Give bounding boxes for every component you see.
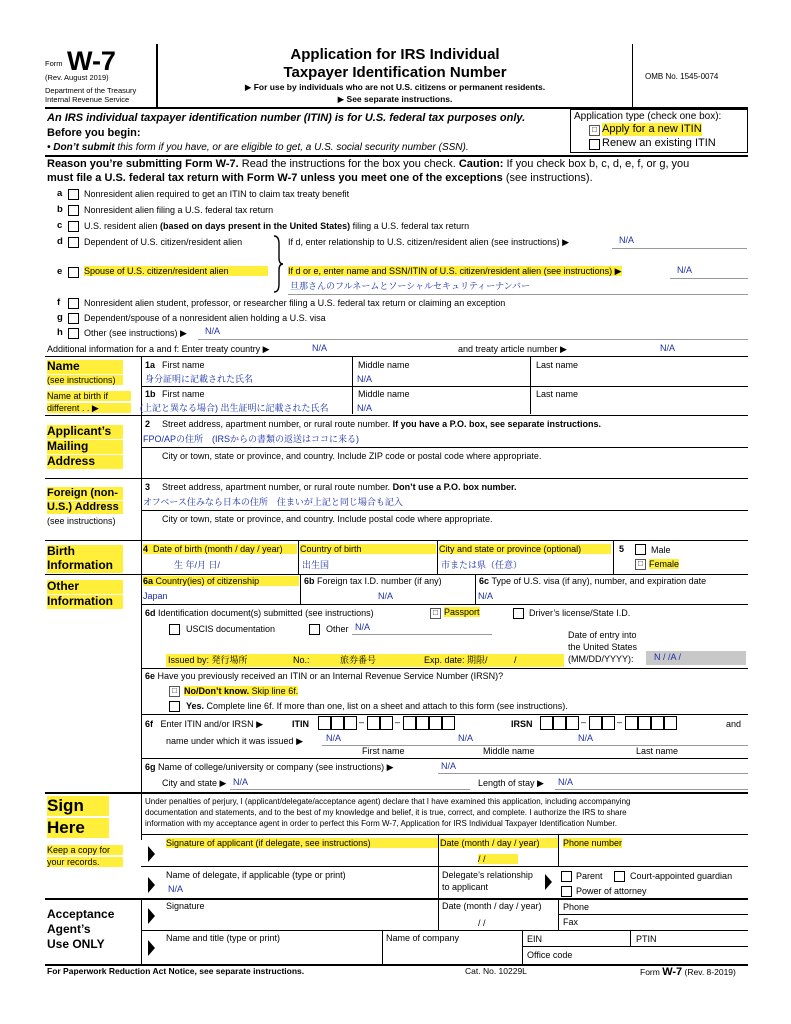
itin-digit-box[interactable]: [331, 716, 344, 730]
line-6d: 6d: [145, 608, 156, 618]
mailing-street-value[interactable]: FPO/APの住所 (IRSからの書類の返送はココに来る): [143, 434, 360, 444]
itin-digit-box[interactable]: [403, 716, 416, 730]
issued-first-value[interactable]: N/A: [326, 733, 342, 743]
agent-label-2: Agent’s: [47, 922, 91, 936]
reason-a-checkbox[interactable]: [68, 189, 79, 200]
middle-name-1a-value[interactable]: N/A: [357, 374, 373, 384]
itin-digit-box[interactable]: [429, 716, 442, 730]
drivers-license-label: Driver’s license/State I.D.: [529, 608, 631, 618]
reason-d-checkbox[interactable]: [68, 237, 79, 248]
line-3-bold: Don’t use a P.O. box number.: [392, 482, 517, 492]
reason-d-right: If d, enter relationship to U.S. citizen/resident alien (see instructions) ▶: [288, 237, 570, 247]
applicant-signature-label: Signature of applicant (if delegate, see instructions): [166, 838, 438, 848]
no-dont-know-checkbox[interactable]: ☐: [169, 686, 180, 697]
form-subtitle-1: ▶ For use by individuals who are not U.S. citizens or permanent residents.: [244, 82, 546, 92]
issued-by-label: Issued by: 発行場所: [168, 655, 248, 665]
line-4: 4: [143, 544, 149, 554]
application-type-label: Application type (check one box):: [574, 111, 722, 122]
entry-date-value[interactable]: N / /A /: [654, 652, 682, 662]
dob-value[interactable]: 生 年/月 日/: [174, 560, 221, 570]
other-doc-label: Other: [326, 624, 349, 634]
middle-name-1b-value[interactable]: N/A: [357, 403, 373, 413]
exp-date-slash: /: [514, 655, 517, 665]
reason-e-label: Spouse of U.S. citizen/resident alien: [84, 266, 268, 276]
caution-label: Caution:: [458, 158, 504, 170]
line-2-bold: If you have a P.O. box, see separate instructions.: [392, 419, 602, 429]
dob-label: Date of birth (month / day / year): [153, 544, 283, 554]
keep-copy-2: your records.: [47, 857, 123, 867]
yes-prev-rest: Complete line 6f. If more than one, list on a sheet and attach to this form (see instructions).: [204, 701, 568, 711]
poa-label: Power of attorney: [576, 886, 647, 896]
college-city-label: City and state ▶: [162, 778, 227, 788]
irsn-digit-box[interactable]: [553, 716, 566, 730]
footer-form-word: Form: [640, 967, 663, 977]
itin-digit-box[interactable]: [442, 716, 455, 730]
doc-number-value[interactable]: 旅券番号: [340, 655, 377, 665]
issued-middle-value[interactable]: N/A: [458, 733, 474, 743]
letter-a: a: [57, 188, 63, 199]
reason-c-pre: U.S. resident alien: [84, 221, 161, 231]
must-file-rest: (see instructions).: [502, 172, 593, 184]
foreign-tax-value[interactable]: N/A: [378, 591, 394, 601]
prev-itin-label: Have you previously received an ITIN or an Internal Revenue Service Number (IRSN)?: [157, 671, 504, 681]
name-at-birth-label: Name at birth if: [47, 391, 131, 401]
passport-checkbox[interactable]: ☐: [430, 608, 441, 619]
catalog-number: Cat. No. 10229L: [465, 966, 527, 976]
brace-icon: [270, 234, 284, 294]
line-2-text: Street address, apartment number, or rural route number.: [162, 419, 393, 429]
other-doc-checkbox[interactable]: [309, 624, 320, 635]
dept-treasury: Department of the Treasury: [45, 86, 137, 95]
irsn-digit-box[interactable]: [602, 716, 615, 730]
other-doc-value[interactable]: N/A: [355, 622, 371, 632]
female-label: Female: [649, 559, 680, 569]
irsn-digit-box[interactable]: [625, 716, 638, 730]
line-1a: 1a: [145, 360, 156, 370]
sign-date-value[interactable]: / /: [478, 854, 518, 864]
line-3-text: Street address, apartment number, or rural route number.: [162, 482, 393, 492]
yes-prev-checkbox[interactable]: [169, 701, 180, 712]
irsn-digit-box[interactable]: [566, 716, 579, 730]
foreign-city-label: City or town, state or province, and country. Include postal code where appropriate.: [162, 514, 493, 524]
irsn-digit-box[interactable]: [589, 716, 602, 730]
line-6a: 6a: [143, 576, 154, 586]
reason-e-value[interactable]: N/A: [677, 265, 693, 275]
letter-g: g: [57, 312, 63, 323]
penalty-line-3: information with my acceptance agent in order to perfect this Form W-7, Application for IRS Individual Taxpayer Identification Number.: [145, 819, 617, 828]
sign-here-arrow-icon: [148, 846, 155, 862]
mailing-city-label: City or town, state or province, and country. Include ZIP code or postal code where appropriate.: [162, 451, 542, 461]
ein-label: EIN: [527, 934, 543, 944]
line-6g: 6g: [145, 762, 156, 772]
digit-separator: –: [359, 717, 365, 727]
sign-label: Sign: [47, 796, 109, 816]
poa-checkbox[interactable]: [561, 886, 572, 897]
apply-new-label: Apply for a new ITIN: [602, 123, 702, 135]
agent-company-label: Name of company: [386, 933, 460, 943]
doc-number-label: No.:: [293, 655, 310, 665]
reason-e-right: If d or e, enter name and SSN/ITIN of U.S. citizen/resident alien (see instructions) ▶: [288, 266, 622, 276]
footer-form-number: W-7: [662, 966, 683, 978]
no-dont-know-label: No/Don’t know.: [184, 686, 250, 696]
dont-submit-bold: • Don’t submit: [47, 142, 115, 153]
city-of-birth-value[interactable]: 市または県（任意）: [441, 560, 523, 570]
delegate-rel-label-1: Delegate’s relationship: [442, 870, 533, 880]
irsn-digit-box[interactable]: [664, 716, 677, 730]
renew-checkbox[interactable]: [589, 139, 600, 150]
reason-b-label: Nonresident alien filing a U.S. federal tax return: [84, 205, 274, 215]
exp-date-label: Exp. date: 期限/: [424, 655, 488, 665]
foreign-tax-label: Foreign tax I.D. number (if any): [317, 576, 442, 586]
middle-name-label-1b: Middle name: [358, 389, 410, 399]
length-of-stay-value[interactable]: N/A: [558, 777, 574, 787]
digit-separator: –: [395, 717, 401, 727]
citizenship-label: Country(ies) of citizenship: [155, 576, 260, 586]
name-under-label: name under which it was issued ▶: [166, 736, 303, 746]
reason-e-japanese[interactable]: 旦那さんのフルネームとソーシャルセキュリティーナンバー: [290, 281, 531, 291]
reason-c-checkbox[interactable]: [68, 221, 79, 232]
female-checkbox[interactable]: ☐: [635, 559, 646, 570]
citizenship-value[interactable]: Japan: [143, 591, 168, 601]
country-of-birth-label: Country of birth: [300, 544, 436, 554]
college-label: Name of college/university or company (see instructions) ▶: [158, 762, 394, 772]
foreign-label-3: (see instructions): [47, 516, 116, 526]
reason-g-label: Dependent/spouse of a nonresident alien holding a U.S. visa: [84, 313, 326, 323]
drivers-license-checkbox[interactable]: [513, 608, 524, 619]
guardian-checkbox[interactable]: [614, 871, 625, 882]
visa-value[interactable]: N/A: [478, 591, 494, 601]
itin-digit-box[interactable]: [416, 716, 429, 730]
dont-submit-rest: this form if you have, or are eligible to get, a U.S. social security number (SSN).: [114, 142, 469, 153]
issued-first-label: First name: [362, 746, 405, 756]
mailing-label-2: Mailing: [47, 440, 123, 454]
male-checkbox[interactable]: [635, 544, 646, 555]
foreign-street-value[interactable]: オフベース住みなら日本の住所 住まいが上記と同じ場合も記入: [143, 497, 403, 507]
itin-digit-box[interactable]: [318, 716, 331, 730]
foreign-label-1: Foreign (non-: [47, 487, 123, 500]
agent-name-arrow-icon: [148, 940, 155, 956]
college-city-value[interactable]: N/A: [233, 777, 249, 787]
yes-prev-label: Yes.: [186, 701, 205, 711]
last-name-label-1a: Last name: [536, 360, 579, 370]
itin-purpose-notice: An IRS individual taxpayer identification number (ITIN) is for U.S. federal tax purposes only.: [47, 112, 526, 124]
skip-6f: Skip line 6f.: [249, 686, 299, 696]
office-code-label: Office code: [527, 950, 573, 960]
letter-b: b: [57, 204, 63, 215]
middle-name-label-1a: Middle name: [358, 360, 410, 370]
agent-phone-label: Phone: [563, 902, 590, 912]
form-word: Form: [45, 59, 63, 68]
reason-c-post: filing a U.S. federal tax return: [350, 221, 470, 231]
agent-date-value[interactable]: / /: [478, 918, 486, 928]
agent-sign-arrow-icon: [148, 908, 155, 924]
reason-d-label: Dependent of U.S. citizen/resident alien: [84, 237, 243, 247]
reason-g-checkbox[interactable]: [68, 313, 79, 324]
line-1b: 1b: [145, 389, 156, 399]
paperwork-notice: For Paperwork Reduction Act Notice, see separate instructions.: [47, 966, 305, 976]
docs-label: Identification document(s) submitted (see instructions): [158, 608, 374, 618]
line-6b: 6b: [304, 576, 315, 586]
college-value[interactable]: N/A: [441, 761, 457, 771]
digit-separator: –: [581, 717, 587, 727]
visa-label: Type of U.S. visa (if any), number, and expiration date: [491, 576, 707, 586]
penalty-line-2: documentation and statements, and to the best of my knowledge and belief, it is true, correct, and complete. I authorize the IRS to share: [145, 808, 627, 817]
mailing-label-3: Address: [47, 455, 123, 469]
sign-date-label: Date (month / day / year): [440, 838, 558, 848]
omb-number: OMB No. 1545-0074: [645, 72, 719, 81]
issued-last-value[interactable]: N/A: [578, 733, 594, 743]
first-name-label-1a: First name: [162, 360, 205, 370]
birth-label-1: Birth: [47, 545, 123, 559]
reason-heading: Reason you’re submitting Form W-7.: [47, 158, 239, 170]
dept-irs: Internal Revenue Service: [45, 95, 130, 104]
here-label: Here: [47, 818, 109, 838]
parent-checkbox[interactable]: [561, 871, 572, 882]
line-3: 3: [145, 482, 151, 492]
issued-middle-label: Middle name: [483, 746, 535, 756]
uscis-checkbox[interactable]: [169, 624, 180, 635]
guardian-label: Court-appointed guardian: [630, 871, 733, 881]
irsn-digit-box[interactable]: [540, 716, 553, 730]
reason-h-checkbox[interactable]: [68, 328, 79, 339]
first-name-1a-value[interactable]: 身分証明に記載された氏名: [145, 374, 254, 384]
delegate-arrow-icon: [148, 877, 155, 893]
irsn-digit-box[interactable]: [638, 716, 651, 730]
phone-number-label: Phone number: [563, 838, 623, 848]
letter-e: e: [57, 266, 63, 277]
reason-d-value[interactable]: N/A: [619, 235, 635, 245]
birth-label-2: Information: [47, 559, 123, 573]
agent-label-3: Use ONLY: [47, 937, 105, 951]
form-title-line1: Application for IRS Individual: [290, 46, 500, 63]
name-see-instructions: (see instructions): [47, 375, 123, 385]
first-name-1b-value[interactable]: (上記と異なる場合) 出生証明に記載された氏名: [140, 403, 329, 413]
additional-info-label: Additional information for a and f: Enter treaty country ▶: [47, 344, 270, 354]
city-of-birth-label: City and state or province (optional): [439, 544, 611, 554]
agent-fax-label: Fax: [563, 917, 579, 927]
entry-date-label-3: (MM/DD/YYYY):: [568, 654, 634, 664]
letter-c: c: [57, 220, 63, 231]
itin-label: ITIN: [292, 719, 309, 729]
form-subtitle-2: ▶ See separate instructions.: [337, 94, 453, 104]
agent-label-1: Acceptance: [47, 907, 115, 921]
line-6c: 6c: [479, 576, 490, 586]
renew-label: Renew an existing ITIN: [602, 137, 716, 149]
treaty-article-label: and treaty article number ▶: [458, 344, 567, 354]
length-of-stay-label: Length of stay ▶: [478, 778, 544, 788]
agent-signature-label: Signature: [166, 901, 205, 911]
delegate-rel-label-2: to applicant: [442, 882, 489, 892]
irsn-label: IRSN: [511, 719, 533, 729]
name-section-label: Name: [47, 360, 123, 374]
ptin-label: PTIN: [636, 934, 657, 944]
reason-read: Read the instructions for the box you check.: [238, 158, 459, 170]
keep-copy-1: Keep a copy for: [47, 845, 123, 855]
itin-digit-box[interactable]: [380, 716, 393, 730]
reason-h-label: Other (see instructions) ▶: [84, 328, 187, 338]
delegate-name-label: Name of delegate, if applicable (type or print): [166, 870, 346, 880]
country-of-birth-value[interactable]: 出生国: [302, 560, 330, 570]
passport-label: Passport: [444, 607, 480, 617]
irsn-digit-box[interactable]: [651, 716, 664, 730]
caution-text: If you check box b, c, d, e, f, or g, you: [503, 158, 690, 170]
reason-a-label: Nonresident alien required to get an ITIN to claim tax treaty benefit: [84, 189, 350, 199]
entry-date-label-1: Date of entry into: [568, 630, 637, 640]
entry-date-label-2: the United States: [568, 642, 638, 652]
mailing-label-1: Applicant’s: [47, 425, 123, 439]
reason-e-checkbox[interactable]: [68, 267, 79, 278]
line-6e: 6e: [145, 671, 156, 681]
first-name-label-1b: First name: [162, 389, 205, 399]
form-title-line2: Taxpayer Identification Number: [283, 64, 507, 81]
foreign-label-2: U.S.) Address: [47, 501, 123, 514]
issued-last-label: Last name: [636, 746, 679, 756]
must-file-text: must file a U.S. federal tax return with Form W-7 unless you meet one of the exceptions: [47, 172, 503, 184]
agent-date-label: Date (month / day / year): [442, 901, 542, 911]
other-info-label-1: Other: [47, 580, 123, 594]
line-5: 5: [619, 544, 625, 554]
reason-b-checkbox[interactable]: [68, 205, 79, 216]
delegate-name-value[interactable]: N/A: [168, 884, 184, 894]
reason-f-label: Nonresident alien student, professor, or researcher filing a U.S. federal tax return or claiming an exception: [84, 298, 506, 308]
other-info-label-2: Information: [47, 595, 123, 609]
form-revision: (Rev. August 2019): [45, 73, 109, 82]
apply-new-checkbox[interactable]: ☐: [589, 125, 600, 136]
itin-digit-box[interactable]: [344, 716, 357, 730]
penalty-line-1: Under penalties of perjury, I (applicant/delegate/acceptance agent) declare that I have examined this application, including accompanying: [145, 797, 631, 806]
letter-d: d: [57, 236, 63, 247]
relationship-arrow-icon: [545, 874, 552, 890]
itin-digit-box[interactable]: [367, 716, 380, 730]
letter-f: f: [57, 297, 61, 308]
reason-h-value[interactable]: N/A: [205, 326, 221, 336]
footer-revision: (Rev. 8-2019): [682, 967, 736, 977]
parent-label: Parent: [576, 871, 603, 881]
reason-c-bold: (based on days present in the United States): [160, 221, 351, 231]
name-at-birth-different: different . . ▶: [47, 403, 131, 413]
treaty-country-value[interactable]: N/A: [312, 343, 328, 353]
treaty-article-value[interactable]: N/A: [660, 343, 676, 353]
before-you-begin: Before you begin:: [47, 127, 141, 139]
letter-h: h: [57, 327, 63, 338]
male-label: Male: [651, 545, 671, 555]
digit-separator: –: [617, 717, 623, 727]
line-2: 2: [145, 419, 151, 429]
reason-f-checkbox[interactable]: [68, 298, 79, 309]
line-6f: 6f: [145, 719, 154, 729]
form-number: W-7: [67, 46, 116, 76]
uscis-label: USCIS documentation: [186, 624, 276, 634]
last-name-label-1b: Last name: [536, 389, 579, 399]
agent-name-title-label: Name and title (type or print): [166, 933, 281, 943]
and-label: and: [726, 719, 742, 729]
enter-itin-label: Enter ITIN and/or IRSN ▶: [160, 719, 263, 729]
